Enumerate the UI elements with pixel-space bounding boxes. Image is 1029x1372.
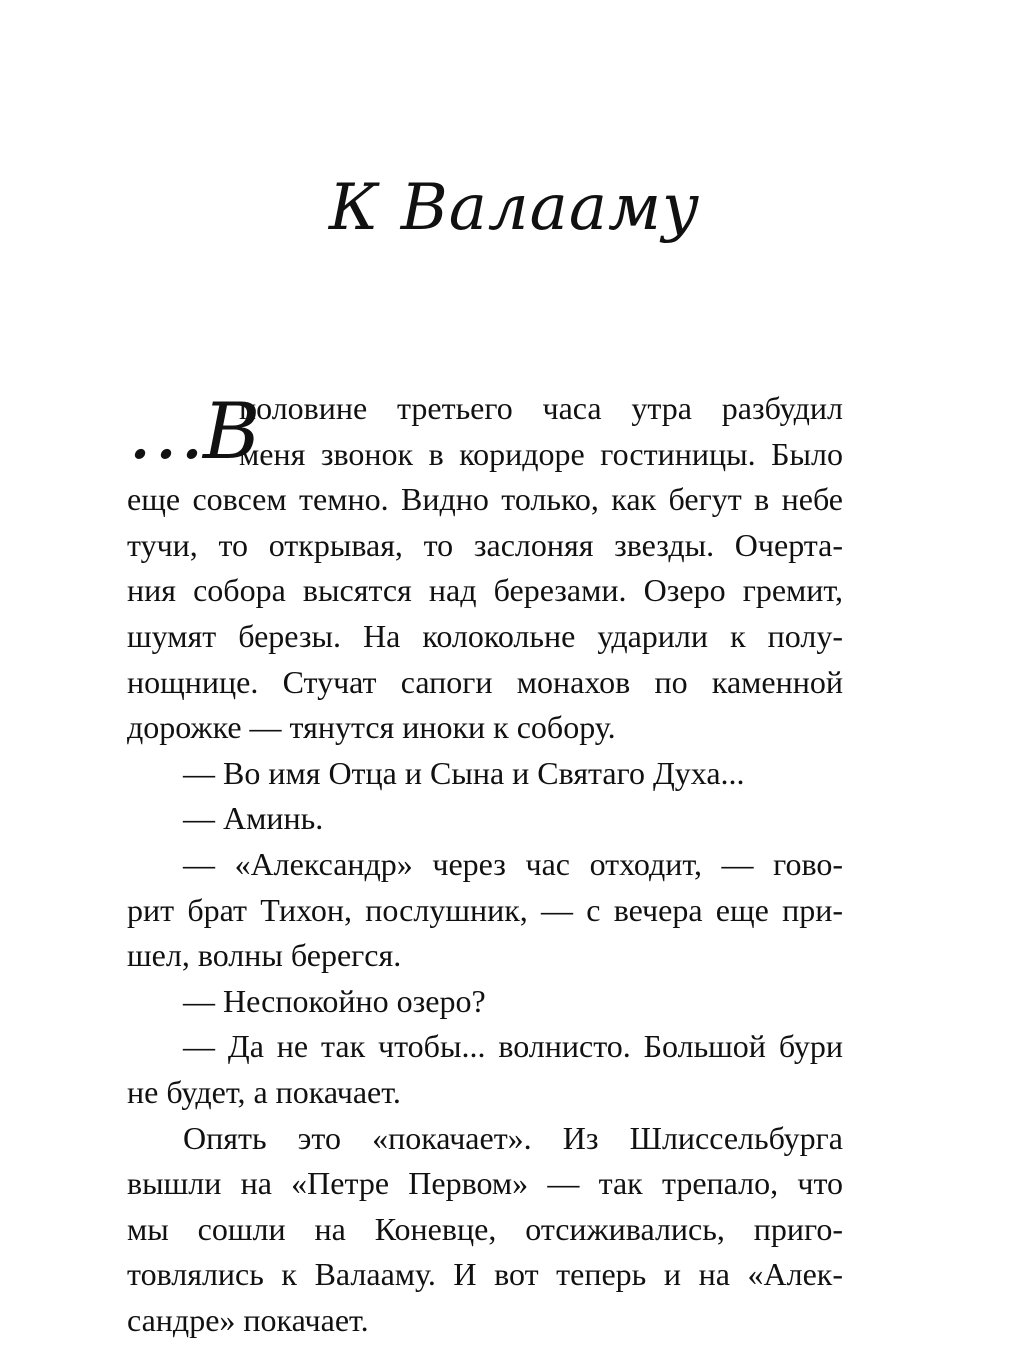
drop-cap: …В (127, 387, 259, 477)
body-text (127, 386, 843, 1343)
text-line: шумят березы. На колокольне ударили к полу- (127, 617, 843, 654)
dialog-line: — Во имя Отца и Сына и Святаго Духа... (183, 754, 745, 791)
dialog-line: — «Александр» через час отходит, — гово- (183, 845, 843, 882)
text-line: вышли на «Петре Первом» — так трепало, что (127, 1165, 843, 1202)
dialog-line: — Неспокойно озеро? (183, 982, 486, 1019)
text-line: меня звонок в коридоре гостиницы. Было (239, 435, 843, 472)
text-line: еще совсем темно. Видно только, как бегут в небе (127, 481, 843, 518)
text-line: мы сошли на Коневце, отсиживались, приго- (127, 1210, 843, 1247)
paragraph-line: Опять это «покачает». Из Шлиссельбурга (183, 1119, 843, 1156)
dialog-line: — Да не так чтобы... волнисто. Большой бури (183, 1028, 843, 1065)
text-line: сандре» покачает. (127, 1301, 369, 1338)
text-line: ния собора высятся над березами. Озеро гремит, (127, 572, 843, 609)
text-line: нощнице. Стучат сапоги монахов по каменной (127, 663, 843, 700)
text-line: половине третьего часа утра разбудил (239, 390, 843, 426)
dialog-line: — Аминь. (183, 800, 324, 837)
text-line: тучи, то открывая, то заслоняя звезды. Очерта- (127, 526, 843, 563)
text-line: рит брат Тихон, послушник, — с вечера еще при- (127, 891, 843, 928)
text-line: товлялись к Валааму. И вот теперь и на «Алек- (127, 1256, 843, 1293)
text-line: дорожке — тянутся иноки к собору. (127, 709, 616, 746)
text-line: не будет, а покачает. (127, 1073, 401, 1110)
chapter-title: К Валааму (328, 171, 701, 245)
text-line: шел, волны берегся. (127, 937, 402, 974)
opening-paragraph-start (127, 386, 843, 477)
